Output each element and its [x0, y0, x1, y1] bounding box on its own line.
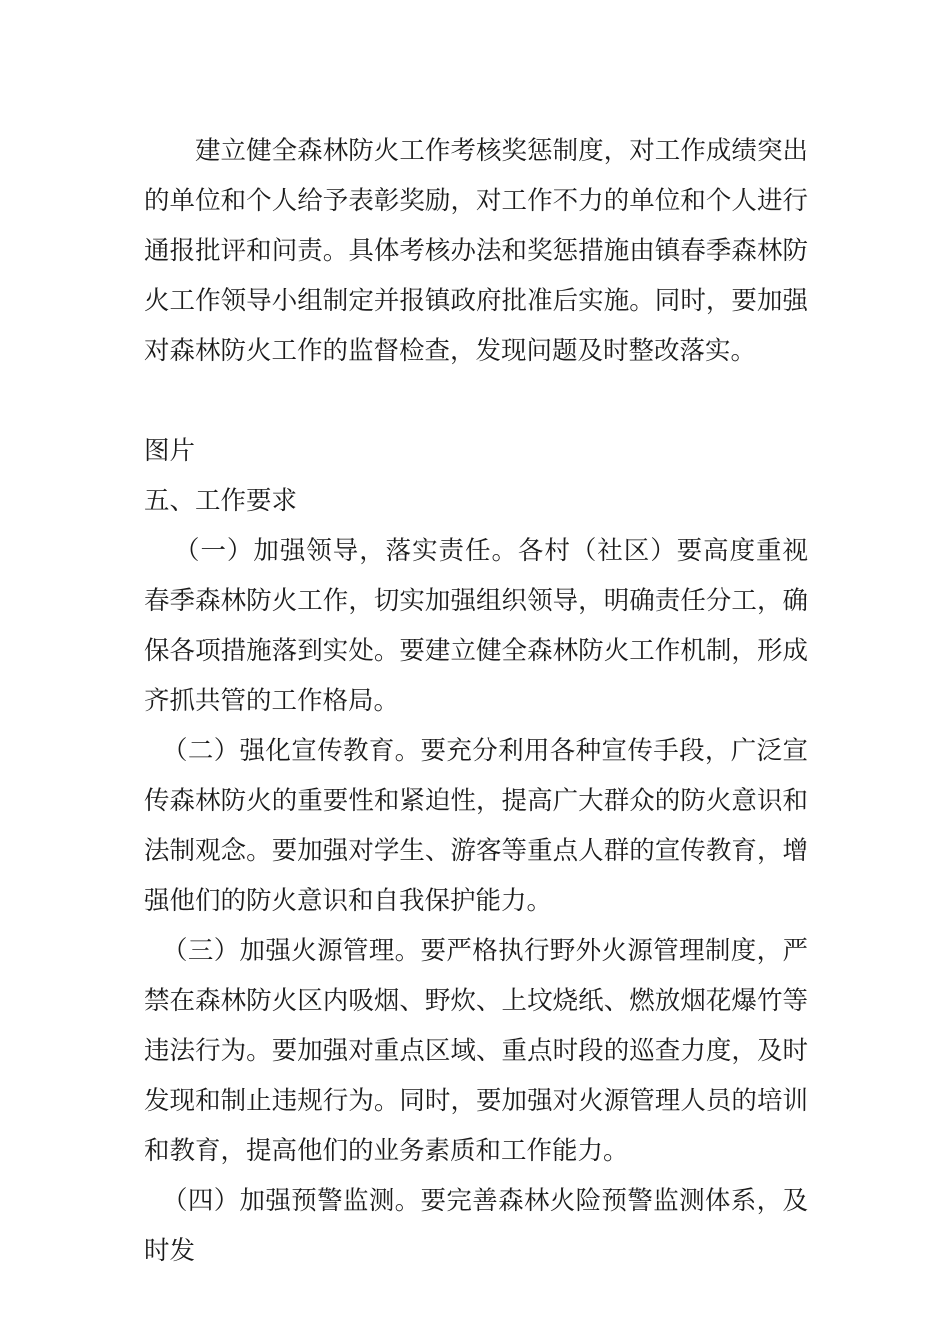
document-body: [144, 126, 808, 1276]
image-placeholder-label: 图片: [144, 436, 196, 466]
requirement-item-4: （四）加强预警监测。要完善森林火险预警监测体系，及时发: [144, 1186, 808, 1266]
spacer: [144, 376, 808, 426]
requirement-item-1: （一）加强领导，落实责任。各村（社区）要高度重视春季森林防火工作，切实加强组织领导，明确责任分工，确保各项措施落到实处。要建立健全森林防火工作机制，形成齐抓共管的工作格局。: [144, 536, 808, 716]
requirement-item-3: （三）加强火源管理。要严格执行野外火源管理制度，严禁在森林防火区内吸烟、野炊、上坟烧纸、燃放烟花爆竹等违法行为。要加强对重点区域、重点时段的巡查力度，及时发现和制止违规行为。同时，要加强对火源管理人员的培训和教育，提高他们的业务素质和工作能力。: [144, 936, 808, 1166]
paragraph-assessment: 建立健全森林防火工作考核奖惩制度，对工作成绩突出的单位和个人给予表彰奖励，对工作不力的单位和个人进行通报批评和问责。具体考核办法和奖惩措施由镇春季森林防火工作领导小组制定并报镇政府批准后实施。同时，要加强对森林防火工作的监督检查，发现问题及时整改落实。: [144, 136, 808, 366]
requirement-item-2: （二）强化宣传教育。要充分利用各种宣传手段，广泛宣传森林防火的重要性和紧迫性，提高广大群众的防火意识和法制观念。要加强对学生、游客等重点人群的宣传教育，增强他们的防火意识和自我保护能力。: [144, 736, 808, 916]
section-heading: 五、工作要求: [144, 486, 298, 516]
